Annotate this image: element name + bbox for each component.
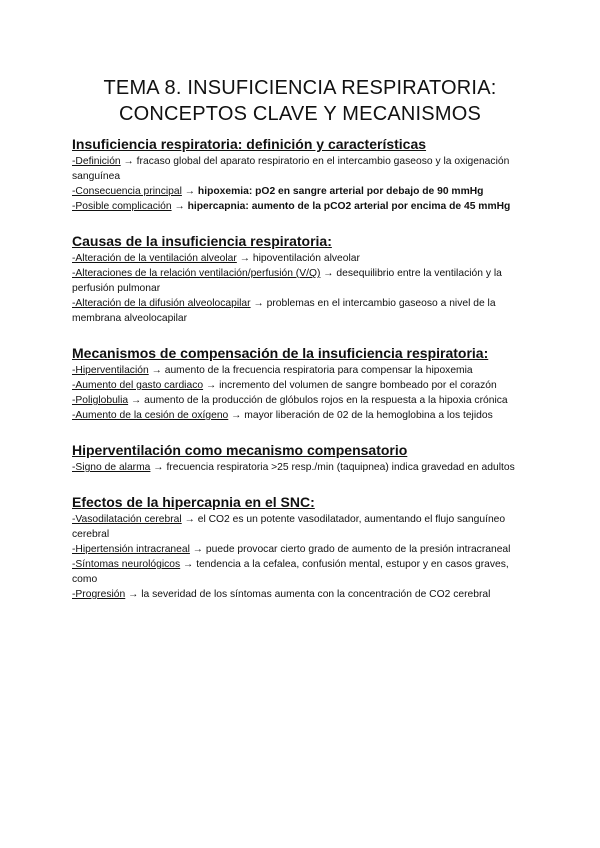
- section-heading: Efectos de la hipercapnia en el SNC:: [72, 494, 315, 510]
- list-item: [72, 378, 528, 393]
- item-text: → puede provocar cierto grado de aumento de la presión intracraneal: [189, 544, 511, 555]
- item-text: → problemas en el intercambio gaseoso a nivel de la membrana alveolocapilar: [72, 298, 496, 324]
- list-item: [72, 184, 528, 199]
- item-term: -Alteraciones de la relación ventilación/perfusión (V/Q): [72, 268, 321, 279]
- item-term: -Aumento de la cesión de oxígeno: [72, 410, 229, 421]
- item-text: → mayor liberación de 02 de la hemoglobina a los tejidos: [228, 410, 493, 421]
- list-item: [72, 587, 528, 602]
- page-title: [40, 75, 560, 127]
- section-definition: [72, 136, 528, 214]
- section-heading: Insuficiencia respiratoria: definición y características: [72, 136, 427, 152]
- item-text: → frecuencia respiratoria >25 resp./min (taquipnea) indica gravedad en adultos: [150, 462, 515, 473]
- item-text: → incremento del volumen de sangre bombeado por el corazón: [203, 380, 497, 391]
- item-term: -Alteración de la ventilación alveolar: [72, 253, 237, 264]
- item-text: → hipercapnia: aumento de la pCO2 arterial por encima de 45 mmHg: [171, 201, 511, 212]
- item-term: -Síntomas neurológicos: [72, 559, 181, 570]
- list-item: [72, 542, 528, 557]
- document-content: [72, 136, 528, 621]
- page-title-line-1: TEMA 8. INSUFICIENCIA RESPIRATORIA:: [103, 77, 497, 99]
- page-title-line-2: CONCEPTOS CLAVE Y MECANISMOS: [119, 103, 481, 125]
- list-item: [72, 393, 528, 408]
- list-item: [72, 408, 528, 423]
- item-term: -Aumento del gasto cardiaco: [72, 380, 204, 391]
- list-item: [72, 363, 528, 378]
- item-text: → la severidad de los síntomas aumenta con la concentración de CO2 cerebral: [125, 589, 491, 600]
- list-item: [72, 266, 528, 296]
- list-item: [72, 251, 528, 266]
- item-text: → desequilibrio entre la ventilación y la perfusión pulmonar: [72, 268, 502, 294]
- item-term: -Definición: [72, 156, 121, 167]
- item-term: -Hipertensión intracraneal: [72, 544, 190, 555]
- item-text: → hipoxemia: pO2 en sangre arterial por debajo de 90 mmHg: [181, 186, 484, 197]
- section-hyperventilation: [72, 442, 528, 475]
- item-text: → aumento de la frecuencia respiratoria para compensar la hipoxemia: [148, 365, 473, 376]
- item-term: -Consecuencia principal: [72, 186, 182, 197]
- item-term: -Vasodilatación cerebral: [72, 514, 182, 525]
- item-text: → fracaso global del aparato respiratorio en el intercambio gaseoso y la oxigenación sanguínea: [72, 156, 510, 182]
- section-causes: [72, 233, 528, 326]
- section-hypercapnia: [72, 494, 528, 602]
- item-term: -Progresión: [72, 589, 126, 600]
- section-heading: Mecanismos de compensación de la insuficiencia respiratoria:: [72, 345, 489, 361]
- list-item: [72, 460, 528, 475]
- item-text: → el CO2 es un potente vasodilatador, aumentando el flujo sanguíneo cerebral: [72, 514, 506, 540]
- section-heading: Causas de la insuficiencia respiratoria:: [72, 233, 332, 249]
- item-text: → aumento de la producción de glóbulos rojos en la respuesta a la hipoxia crónica: [128, 395, 508, 406]
- item-term: -Posible complicación: [72, 201, 172, 212]
- list-item: [72, 557, 528, 587]
- list-item: [72, 296, 528, 326]
- item-term: -Alteración de la difusión alveolocapilar: [72, 298, 251, 309]
- item-term: -Hiperventilación: [72, 365, 149, 376]
- list-item: [72, 154, 528, 184]
- section-heading: Hiperventilación como mecanismo compensatorio: [72, 442, 408, 458]
- section-compensation: [72, 345, 528, 423]
- list-item: [72, 199, 528, 214]
- item-text: → tendencia a la cefalea, confusión mental, estupor y en casos graves, como: [72, 559, 509, 585]
- list-item: [72, 512, 528, 542]
- item-text: → hipoventilación alveolar: [236, 253, 360, 264]
- item-term: -Signo de alarma: [72, 462, 151, 473]
- item-term: -Poliglobulia: [72, 395, 129, 406]
